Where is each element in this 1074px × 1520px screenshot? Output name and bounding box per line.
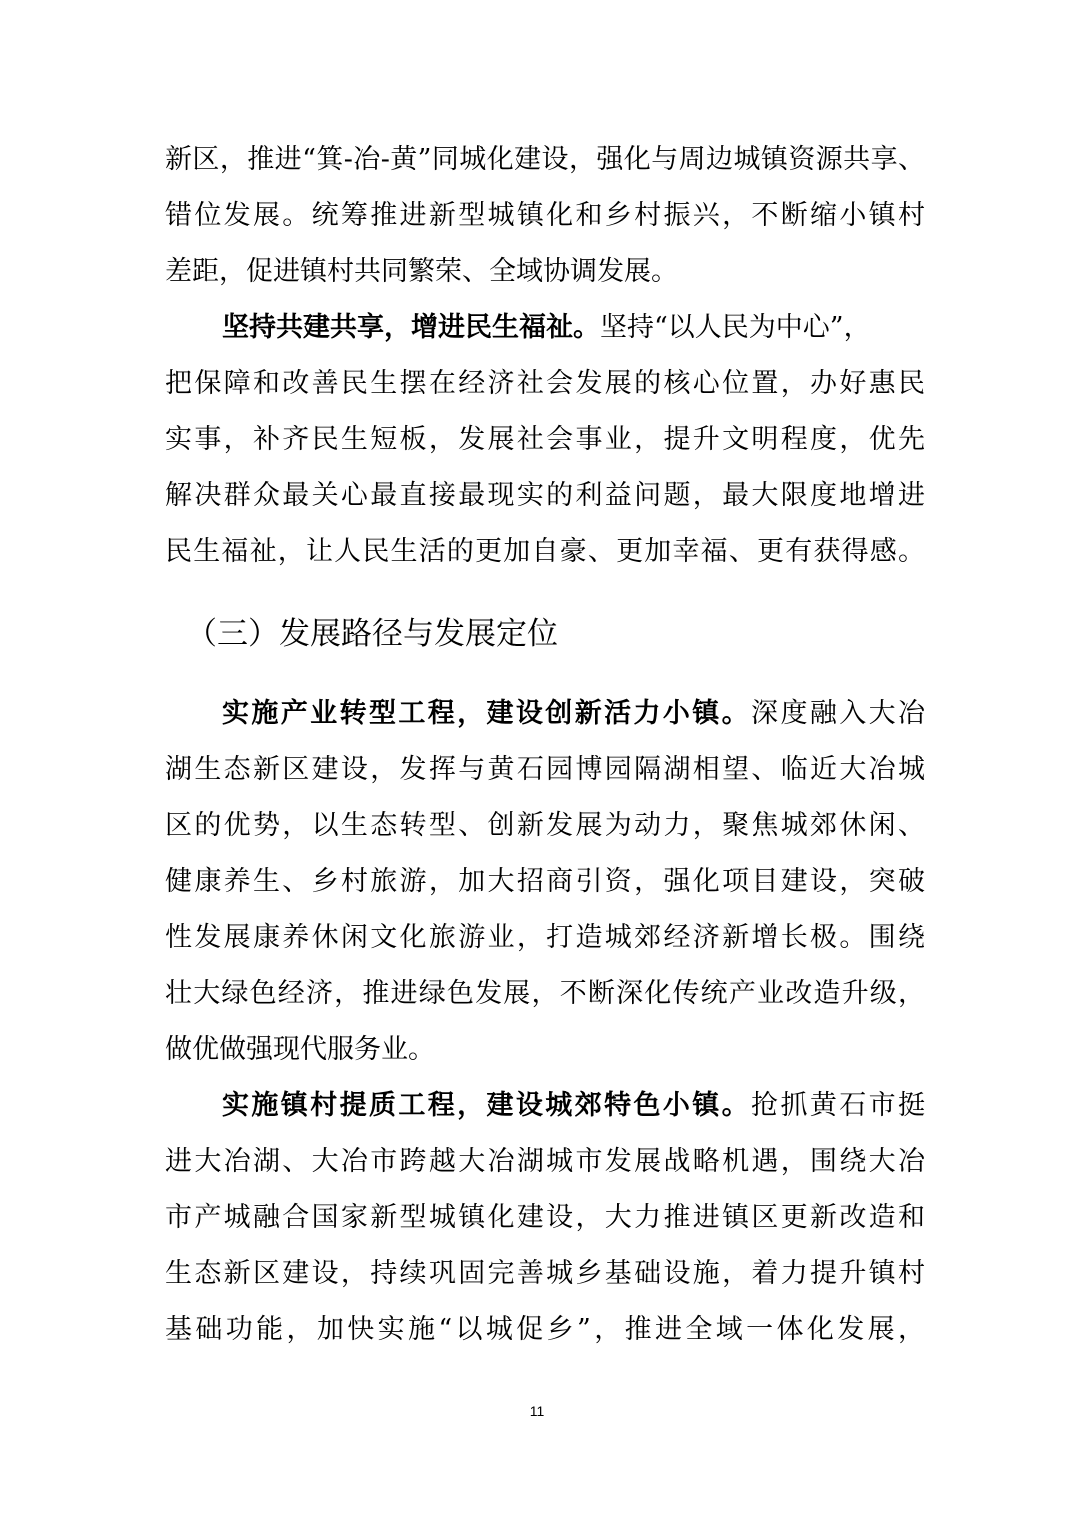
paragraph-lead: 实施产业转型工程，建设创新活力小镇。 bbox=[222, 698, 752, 729]
paragraph-lead: 坚持共建共享，增进民生福祉。 bbox=[222, 312, 600, 343]
paragraph-line: 实事，补齐民生短板，发展社会事业，提升文明程度，优先 bbox=[165, 424, 925, 455]
paragraph-text: 深度融入大冶 bbox=[751, 698, 926, 729]
paragraph-line: 健康养生、乡村旅游，加大招商引资，强化项目建设，突破 bbox=[165, 866, 925, 897]
paragraph-line: 湖生态新区建设，发挥与黄石园博园隔湖相望、临近大冶城 bbox=[165, 754, 925, 785]
paragraph-text: 坚持“以人民为中心”， bbox=[600, 312, 871, 343]
paragraph-line: 民生福祉，让人民生活的更加自豪、更加幸福、更有获得感。 bbox=[165, 536, 925, 567]
paragraph-lead: 实施镇村提质工程，建设城郊特色小镇。 bbox=[222, 1090, 752, 1121]
paragraph-first-line bbox=[222, 1086, 925, 1126]
paragraph-line: 市产城融合国家新型城镇化建设，大力推进镇区更新改造和 bbox=[165, 1202, 925, 1233]
section-heading: （三）发展路径与发展定位 bbox=[186, 616, 558, 652]
paragraph-line: 性发展康养休闲文化旅游业，打造城郊经济新增长极。围绕 bbox=[165, 922, 925, 953]
paragraph-line: 区的优势，以生态转型、创新发展为动力，聚焦城郊休闲、 bbox=[165, 810, 925, 841]
paragraph-first-line bbox=[222, 308, 925, 348]
paragraph-line: 解决群众最关心最直接最现实的利益问题，最大限度地增进 bbox=[165, 480, 925, 511]
paragraph-line: 壮大绿色经济，推进绿色发展，不断深化传统产业改造升级， bbox=[165, 978, 925, 1009]
paragraph-line: 错位发展。统筹推进新型城镇化和乡村振兴，不断缩小镇村 bbox=[165, 200, 925, 231]
paragraph-line: 把保障和改善民生摆在经济社会发展的核心位置，办好惠民 bbox=[165, 368, 925, 399]
paragraph-line: 新区，推进“箕-冶-黄”同城化建设，强化与周边城镇资源共享、 bbox=[165, 144, 925, 175]
paragraph-line: 做优做强现代服务业。 bbox=[165, 1034, 435, 1065]
paragraph-line: 进大冶湖、大冶市跨越大冶湖城市发展战略机遇，围绕大冶 bbox=[165, 1146, 925, 1177]
paragraph-line: 差距，促进镇村共同繁荣、全域协调发展。 bbox=[165, 256, 678, 287]
paragraph-line: 生态新区建设，持续巩固完善城乡基础设施，着力提升镇村 bbox=[165, 1258, 925, 1289]
paragraph-text: 抢抓黄石市挺 bbox=[751, 1090, 926, 1121]
paragraph-line: 基础功能，加快实施“以城促乡”，推进全域一体化发展， bbox=[165, 1314, 925, 1345]
page-number: 11 bbox=[529, 1403, 545, 1419]
paragraph-first-line bbox=[222, 694, 925, 734]
